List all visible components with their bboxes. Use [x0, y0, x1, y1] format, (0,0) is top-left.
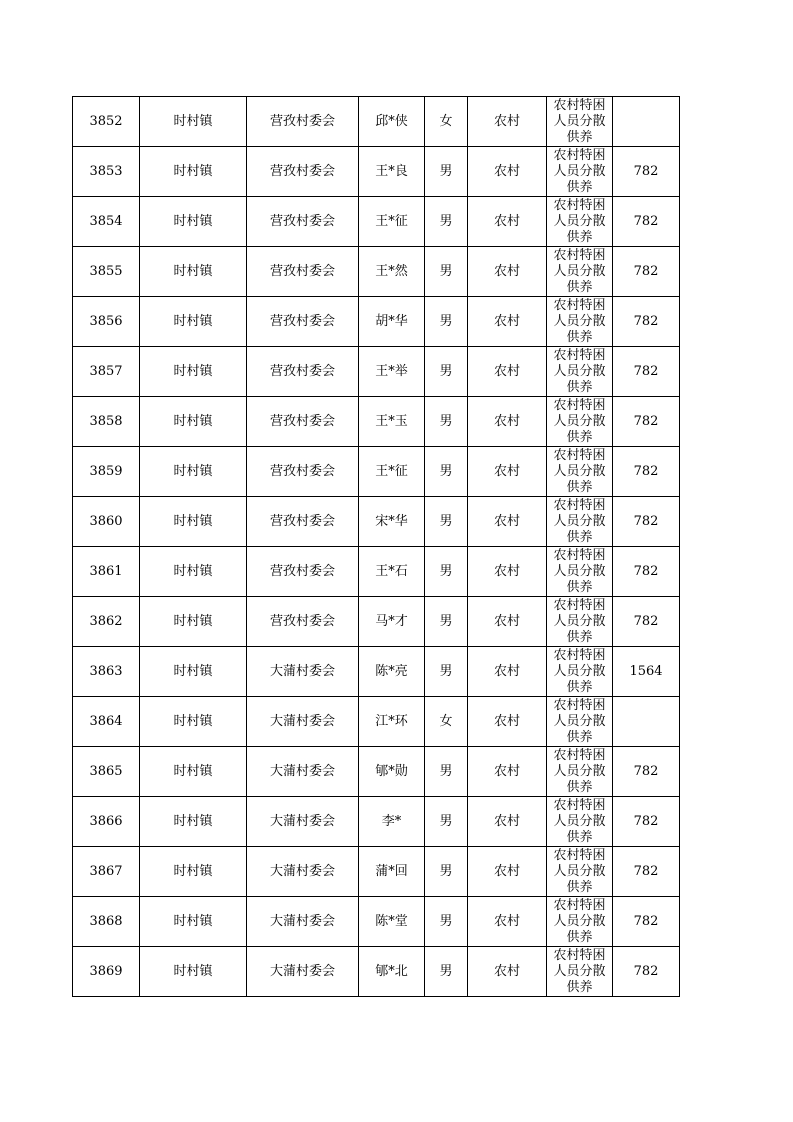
- cell-village-committee: 大蒲村委会: [247, 647, 359, 697]
- cell-village-committee: 营孜村委会: [247, 597, 359, 647]
- cell-recipient-name: 王*石: [359, 547, 425, 597]
- cell-amount: 782: [613, 747, 680, 797]
- support-type-text: 农村特困人员分散供养: [553, 948, 606, 994]
- table-row: [73, 147, 680, 197]
- cell-support-type: [547, 397, 613, 447]
- cell-gender: 男: [425, 147, 468, 197]
- cell-village-committee: 营孜村委会: [247, 147, 359, 197]
- cell-town: 时村镇: [140, 697, 247, 747]
- table-row: [73, 247, 680, 297]
- support-type-text: 农村特困人员分散供养: [553, 698, 606, 744]
- cell-town: 时村镇: [140, 247, 247, 297]
- table-row: [73, 97, 680, 147]
- cell-support-type: [547, 597, 613, 647]
- cell-serial-number: 3858: [73, 397, 140, 447]
- cell-amount: 782: [613, 947, 680, 997]
- cell-recipient-name: 郇*勋: [359, 747, 425, 797]
- cell-village-committee: 营孜村委会: [247, 397, 359, 447]
- cell-village-committee: 营孜村委会: [247, 297, 359, 347]
- table-row: [73, 897, 680, 947]
- cell-amount: 782: [613, 347, 680, 397]
- cell-serial-number: 3859: [73, 447, 140, 497]
- cell-recipient-name: 宋*华: [359, 497, 425, 547]
- cell-serial-number: 3857: [73, 347, 140, 397]
- cell-recipient-name: 郇*北: [359, 947, 425, 997]
- cell-recipient-name: 王*举: [359, 347, 425, 397]
- table-row: [73, 397, 680, 447]
- cell-support-type: [547, 247, 613, 297]
- cell-area-type: 农村: [468, 147, 547, 197]
- cell-town: 时村镇: [140, 797, 247, 847]
- cell-gender: 男: [425, 447, 468, 497]
- cell-serial-number: 3862: [73, 597, 140, 647]
- cell-town: 时村镇: [140, 497, 247, 547]
- cell-village-committee: 大蒲村委会: [247, 697, 359, 747]
- cell-amount: 782: [613, 797, 680, 847]
- cell-area-type: 农村: [468, 97, 547, 147]
- cell-amount: 782: [613, 897, 680, 947]
- cell-area-type: 农村: [468, 247, 547, 297]
- cell-town: 时村镇: [140, 297, 247, 347]
- cell-serial-number: 3865: [73, 747, 140, 797]
- cell-amount: 782: [613, 297, 680, 347]
- cell-area-type: 农村: [468, 947, 547, 997]
- cell-gender: 男: [425, 747, 468, 797]
- cell-area-type: 农村: [468, 347, 547, 397]
- table-row: [73, 197, 680, 247]
- cell-town: 时村镇: [140, 947, 247, 997]
- cell-town: 时村镇: [140, 147, 247, 197]
- cell-support-type: [547, 497, 613, 547]
- cell-village-committee: 营孜村委会: [247, 497, 359, 547]
- cell-support-type: [547, 297, 613, 347]
- table-row: [73, 497, 680, 547]
- support-type-text: 农村特困人员分散供养: [553, 798, 606, 844]
- cell-amount: 782: [613, 397, 680, 447]
- cell-support-type: [547, 547, 613, 597]
- cell-support-type: [547, 947, 613, 997]
- cell-gender: 男: [425, 247, 468, 297]
- table-row: [73, 447, 680, 497]
- cell-support-type: [547, 447, 613, 497]
- cell-amount: 782: [613, 147, 680, 197]
- cell-recipient-name: 邱*侠: [359, 97, 425, 147]
- table-row: [73, 947, 680, 997]
- cell-gender: 男: [425, 397, 468, 447]
- cell-recipient-name: 王*征: [359, 447, 425, 497]
- cell-town: 时村镇: [140, 547, 247, 597]
- support-type-text: 农村特困人员分散供养: [553, 598, 606, 644]
- cell-village-committee: 营孜村委会: [247, 247, 359, 297]
- support-type-text: 农村特困人员分散供养: [553, 398, 606, 444]
- support-type-text: 农村特困人员分散供养: [553, 448, 606, 494]
- cell-serial-number: 3869: [73, 947, 140, 997]
- table-row: [73, 597, 680, 647]
- cell-area-type: 农村: [468, 297, 547, 347]
- cell-gender: 男: [425, 597, 468, 647]
- cell-village-committee: 营孜村委会: [247, 197, 359, 247]
- cell-amount: 782: [613, 497, 680, 547]
- support-type-text: 农村特困人员分散供养: [553, 348, 606, 394]
- cell-serial-number: 3852: [73, 97, 140, 147]
- cell-gender: 男: [425, 647, 468, 697]
- cell-recipient-name: 陈*堂: [359, 897, 425, 947]
- cell-amount: 782: [613, 847, 680, 897]
- cell-serial-number: 3854: [73, 197, 140, 247]
- cell-gender: 男: [425, 297, 468, 347]
- cell-amount: 782: [613, 597, 680, 647]
- table-row: [73, 647, 680, 697]
- cell-town: 时村镇: [140, 847, 247, 897]
- cell-serial-number: 3866: [73, 797, 140, 847]
- cell-area-type: 农村: [468, 897, 547, 947]
- cell-recipient-name: 胡*华: [359, 297, 425, 347]
- cell-area-type: 农村: [468, 447, 547, 497]
- cell-amount: 782: [613, 547, 680, 597]
- cell-recipient-name: 王*良: [359, 147, 425, 197]
- cell-town: 时村镇: [140, 397, 247, 447]
- cell-serial-number: 3856: [73, 297, 140, 347]
- relief-recipient-table: [72, 96, 680, 997]
- cell-town: 时村镇: [140, 347, 247, 397]
- cell-town: 时村镇: [140, 97, 247, 147]
- cell-recipient-name: 江*环: [359, 697, 425, 747]
- cell-serial-number: 3868: [73, 897, 140, 947]
- cell-support-type: [547, 697, 613, 747]
- cell-area-type: 农村: [468, 647, 547, 697]
- cell-serial-number: 3855: [73, 247, 140, 297]
- cell-support-type: [547, 797, 613, 847]
- cell-town: 时村镇: [140, 597, 247, 647]
- cell-gender: 男: [425, 947, 468, 997]
- cell-area-type: 农村: [468, 597, 547, 647]
- table-row: [73, 847, 680, 897]
- cell-gender: 男: [425, 497, 468, 547]
- cell-gender: 男: [425, 897, 468, 947]
- cell-area-type: 农村: [468, 397, 547, 447]
- table-row: [73, 697, 680, 747]
- cell-gender: 男: [425, 347, 468, 397]
- table-body: [73, 97, 680, 997]
- cell-serial-number: 3861: [73, 547, 140, 597]
- cell-town: 时村镇: [140, 197, 247, 247]
- support-type-text: 农村特困人员分散供养: [553, 848, 606, 894]
- cell-area-type: 农村: [468, 847, 547, 897]
- table-row: [73, 297, 680, 347]
- cell-support-type: [547, 197, 613, 247]
- support-type-text: 农村特困人员分散供养: [553, 298, 606, 344]
- cell-recipient-name: 陈*亮: [359, 647, 425, 697]
- support-type-text: 农村特困人员分散供养: [553, 898, 606, 944]
- cell-support-type: [547, 347, 613, 397]
- support-type-text: 农村特困人员分散供养: [553, 198, 606, 244]
- support-type-text: 农村特困人员分散供养: [553, 548, 606, 594]
- table-row: [73, 547, 680, 597]
- support-type-text: 农村特困人员分散供养: [553, 98, 606, 144]
- cell-area-type: 农村: [468, 547, 547, 597]
- cell-recipient-name: 李*: [359, 797, 425, 847]
- cell-town: 时村镇: [140, 647, 247, 697]
- support-type-text: 农村特困人员分散供养: [553, 748, 606, 794]
- cell-support-type: [547, 897, 613, 947]
- cell-gender: 女: [425, 697, 468, 747]
- cell-recipient-name: 王*征: [359, 197, 425, 247]
- cell-village-committee: 营孜村委会: [247, 447, 359, 497]
- cell-support-type: [547, 747, 613, 797]
- cell-support-type: [547, 147, 613, 197]
- cell-village-committee: 营孜村委会: [247, 347, 359, 397]
- cell-support-type: [547, 847, 613, 897]
- support-type-text: 农村特困人员分散供养: [553, 498, 606, 544]
- cell-amount: 782: [613, 447, 680, 497]
- cell-serial-number: 3860: [73, 497, 140, 547]
- cell-area-type: 农村: [468, 697, 547, 747]
- cell-village-committee: 大蒲村委会: [247, 947, 359, 997]
- cell-village-committee: 营孜村委会: [247, 97, 359, 147]
- cell-serial-number: 3867: [73, 847, 140, 897]
- cell-area-type: 农村: [468, 197, 547, 247]
- cell-serial-number: 3853: [73, 147, 140, 197]
- cell-town: 时村镇: [140, 897, 247, 947]
- cell-gender: 男: [425, 797, 468, 847]
- cell-gender: 女: [425, 97, 468, 147]
- table-row: [73, 347, 680, 397]
- cell-recipient-name: 王*玉: [359, 397, 425, 447]
- cell-gender: 男: [425, 197, 468, 247]
- support-type-text: 农村特困人员分散供养: [553, 648, 606, 694]
- cell-village-committee: 大蒲村委会: [247, 847, 359, 897]
- cell-town: 时村镇: [140, 747, 247, 797]
- table-row: [73, 797, 680, 847]
- cell-serial-number: 3863: [73, 647, 140, 697]
- cell-amount: [613, 697, 680, 747]
- cell-support-type: [547, 647, 613, 697]
- cell-area-type: 农村: [468, 797, 547, 847]
- cell-serial-number: 3864: [73, 697, 140, 747]
- support-type-text: 农村特困人员分散供养: [553, 148, 606, 194]
- cell-recipient-name: 王*然: [359, 247, 425, 297]
- cell-area-type: 农村: [468, 747, 547, 797]
- cell-amount: 782: [613, 197, 680, 247]
- cell-area-type: 农村: [468, 497, 547, 547]
- cell-village-committee: 大蒲村委会: [247, 897, 359, 947]
- support-type-text: 农村特困人员分散供养: [553, 248, 606, 294]
- cell-amount: 782: [613, 247, 680, 297]
- table-row: [73, 747, 680, 797]
- cell-support-type: [547, 97, 613, 147]
- cell-village-committee: 大蒲村委会: [247, 747, 359, 797]
- cell-amount: 1564: [613, 647, 680, 697]
- cell-village-committee: 营孜村委会: [247, 547, 359, 597]
- cell-gender: 男: [425, 847, 468, 897]
- cell-town: 时村镇: [140, 447, 247, 497]
- cell-gender: 男: [425, 547, 468, 597]
- cell-recipient-name: 马*才: [359, 597, 425, 647]
- cell-amount: [613, 97, 680, 147]
- cell-recipient-name: 蒲*回: [359, 847, 425, 897]
- cell-village-committee: 大蒲村委会: [247, 797, 359, 847]
